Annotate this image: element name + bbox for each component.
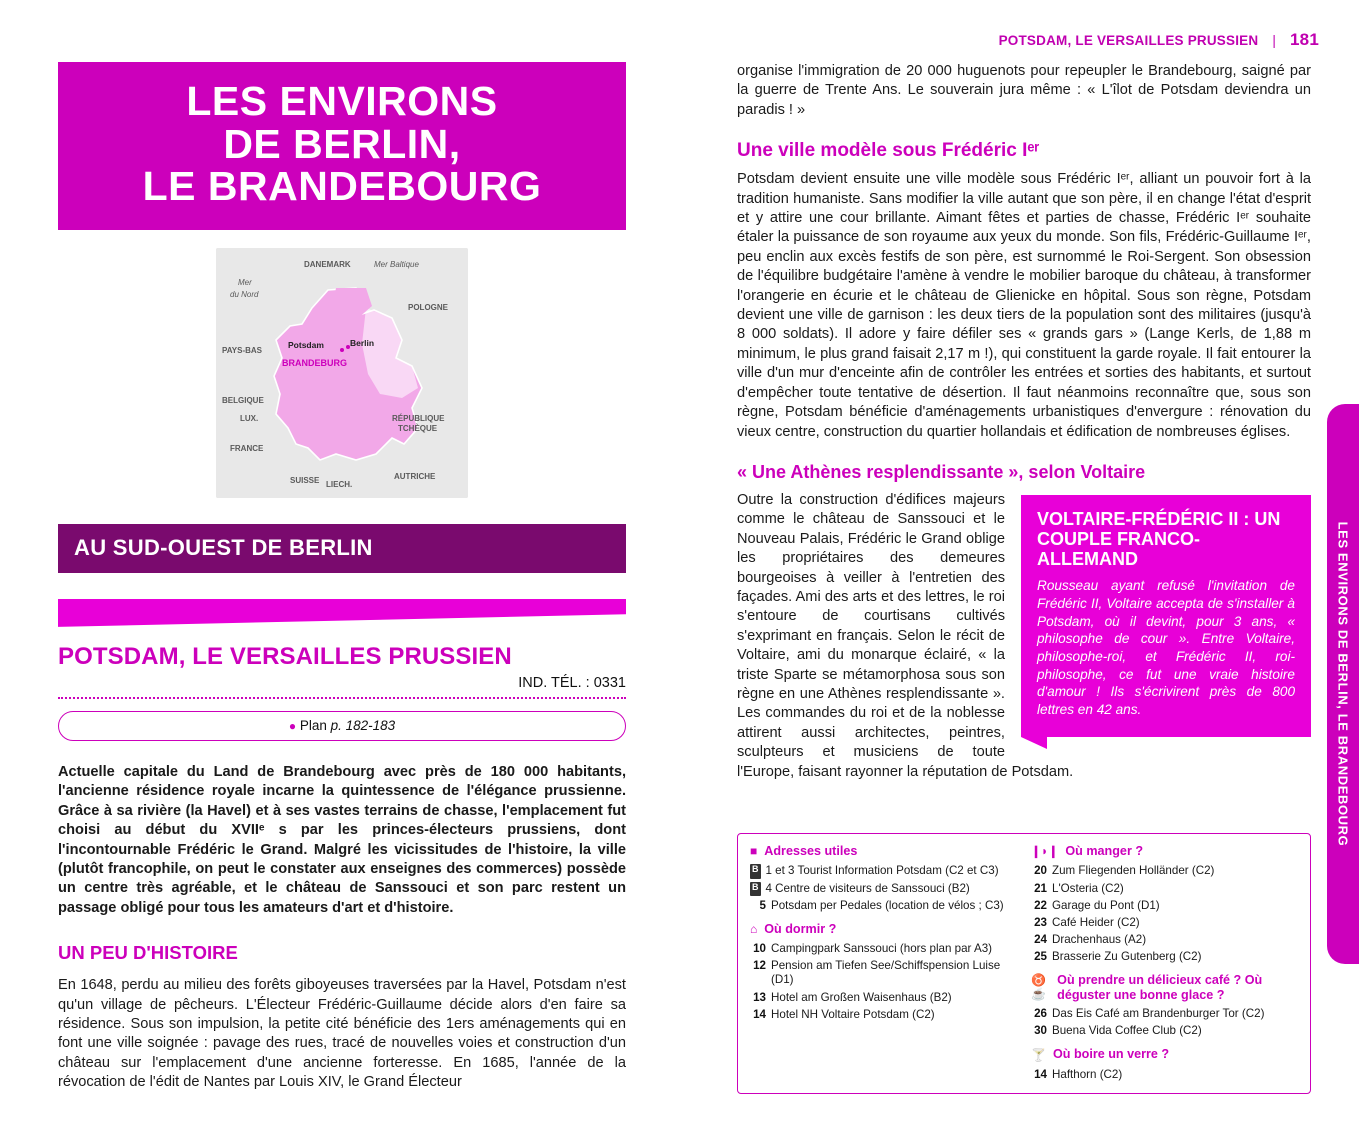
chapter-title-line2: DE BERLIN, xyxy=(223,120,461,167)
map-label-mer-baltique: Mer Baltique xyxy=(374,259,419,269)
index-group-header xyxy=(750,844,1017,859)
map-dot-potsdam xyxy=(340,348,344,352)
map-label-tcheque: TCHÈQUE xyxy=(398,423,438,433)
athenes-section xyxy=(737,491,1311,782)
index-columns xyxy=(750,844,1298,1091)
running-head xyxy=(999,30,1319,50)
index-column-left xyxy=(750,844,1017,1091)
index-group-title: Adresses utiles xyxy=(764,844,858,858)
plan-label: Plan xyxy=(299,717,331,733)
list-item-marker: 30 xyxy=(1034,1024,1047,1038)
paragraph-frederic: Potsdam devient ensuite une ville modèle sous Frédéric Iᵉʳ, alliant un pouvoir fort à la tradition humaniste. Sans modifier la ville autant que son père, il en change l'état d'esprit et y attire une cour brillante. Aimant fêtes et parties de chasse, Frédéric Iᵉʳ souhaite étaler la puissance de son royaume aux yeux du monde. Son fils, Frédéric-Guillaume Iᵉʳ, peu enclin aux excès festifs de son père, est surnommé le Roi-Sergent. Son obsession de l'équilibre budgétaire l'amène à vendre le mobilier baroque du château, à transformer l'orangerie en écurie et le château de Glienicke en hôpital. Sous son règne, Potsdam devient une ville de garnison : les deux tiers de la population sont des militaires (jusqu'à 8 000 soldats). Il adore y faire défiler ses « grands gars » (Lange Kerls, de 1,88 m minimum, le plus grand faisait 2,17 m !), qui constituent la garde royale. Il fait entourer la ville d'un mur d'enceinte afin de contrôler les entrées et sorties des habitants, et surtout d'empêcher toute tentative de désertion. Il faut néanmoins reconnaître que, sous son règne, Potsdam bénéficie d'aménagements urbanistiques d'envergure : rénovation du vieux centre, construction du quartier hollandais et édification de nombreuses églises. xyxy=(737,171,1311,440)
map-label-france: FRANCE xyxy=(230,443,264,453)
list-item xyxy=(1031,1024,1298,1038)
chapter-edge-tab xyxy=(1327,404,1359,964)
index-group-header xyxy=(1031,1047,1298,1062)
page-number: 181 xyxy=(1290,30,1319,49)
sidebar-box-body: Rousseau ayant refusé l'invitation de Frédéric II, Voltaire accepta de s'installer à Potsdam, où il devint, pour 3 ans, « philosophe de cour ». Entre Voltaire, philosophe-roi, et Frédéric II, roi-philosophe, ce fut une vraie histoire d'amour ! Ils s'écrivirent près de 800 lettres en 42 ans. xyxy=(1037,578,1295,718)
intro-paragraph: Actuelle capitale du Land de Brandebourg avec près de 180 000 habitants, l'ancienne résidence royale incarne la quintessence de l'élégance prussienne. Grâce à sa rivière (la Havel) et à ses vastes terrains de chasse, l'emplacement fut choisi au début du XVIIᵉ s par les princes-électeurs prussiens, dont l'incontournable Frédéric le Grand. Malgré les vicissitudes de l'histoire, la ville (plutôt francophile, on peut le constater aux enseignes des commerces) possède un centre très agréable, et le château de Sanssouci et son parc restent un passage obligé pour tous les amateurs d'art et d'histoire. xyxy=(58,763,626,916)
decorative-angle-band xyxy=(58,599,626,627)
germany-map xyxy=(216,248,468,498)
list-item xyxy=(750,899,1017,913)
index-group-title: Où boire un verre ? xyxy=(1052,1047,1170,1062)
left-column xyxy=(58,62,626,1093)
map-city-potsdam: Potsdam xyxy=(288,339,324,350)
map-label-mer-du-nord-1: Mer xyxy=(238,277,252,287)
map-label-pologne: POLOGNE xyxy=(408,302,449,312)
chapter-title-line1: LES ENVIRONS xyxy=(186,78,498,124)
region-band: AU SUD-OUEST DE BERLIN xyxy=(58,524,626,573)
fork-icon: ❙◗❙ xyxy=(1031,844,1059,859)
index-column-right xyxy=(1031,844,1298,1091)
map-dot-berlin xyxy=(346,345,350,349)
list-item-marker: B xyxy=(750,882,761,896)
list-item xyxy=(1031,916,1298,930)
index-group-adresses-utiles xyxy=(750,844,1017,913)
list-item-label: Potsdam per Pedales (location de vélos ; C3) xyxy=(771,898,1004,912)
map-label-republique: RÉPUBLIQUE xyxy=(392,413,445,423)
chapter-title-line3: LE BRANDEBOURG xyxy=(142,163,542,210)
list-item xyxy=(1031,882,1298,896)
list-item-marker: 14 xyxy=(753,1007,766,1021)
sidebar-box-title-line1: VOLTAIRE-FRÉDÉRIC II : UN xyxy=(1037,508,1281,529)
list-item-marker: 22 xyxy=(1034,898,1047,912)
map-label-autriche: AUTRICHE xyxy=(394,471,436,481)
section-title: POTSDAM, LE VERSAILLES PRUSSIEN xyxy=(58,642,512,670)
list-item-marker: 13 xyxy=(753,990,766,1004)
list-item-marker: 12 xyxy=(753,959,766,973)
dotted-divider xyxy=(58,696,626,699)
list-item-marker: 14 xyxy=(1034,1067,1047,1081)
coffee-icon: ♉☕ xyxy=(1031,972,1046,1001)
bullet-icon: ● xyxy=(288,718,297,733)
plan-ref: p. 182-183 xyxy=(330,717,396,733)
list-item-label: Buena Vida Coffee Club (C2) xyxy=(1052,1024,1202,1038)
list-item-label: 1 et 3 Tourist Information Potsdam (C2 et C3) xyxy=(765,864,999,878)
running-title: POTSDAM, LE VERSAILLES PRUSSIEN xyxy=(998,32,1259,48)
paragraph-athenes: Outre la construction d'édifices majeurs comme le château de Sanssouci et le Nouveau Palais, Frédéric le Grand oblige les propriétaires des demeures bourgeoises à veiller à l'entretien des façades. Ami des arts et des lettres, le roi s'entoure de courtisans cultivés s'exprimant en français. Selon le récit de Voltaire, ami du monarque éclairé, « la triste Sparte se métamorphosa sous son règne en une Athènes resplendissante ». Les commandes du roi et de la noblesse attirent aussi architectes, peintres, sculpteurs et musiciens de toute l'Europe, faisant rayonner la réputation de Potsdam. xyxy=(737,491,1074,780)
bed-icon: ⌂ xyxy=(750,922,758,937)
index-group-header xyxy=(1031,844,1298,859)
list-item xyxy=(750,959,1017,987)
index-group-ou-boire xyxy=(1031,1047,1298,1082)
list-item xyxy=(750,864,1017,878)
paragraph-top: organise l'immigration de 20 000 huguenots pour repeupler le Brandebourg, saigné par la guerre de Trente Ans. Le souverain jura même : « L'îlot de Potsdam deviendra un paradis ! » xyxy=(737,63,1311,118)
index-group-cafe-glace xyxy=(1031,973,1298,1038)
plan-reference[interactable] xyxy=(58,711,626,741)
map-label-liech: LIECH. xyxy=(326,479,353,489)
index-group-ou-manger xyxy=(1031,844,1298,964)
chapter-title-banner xyxy=(58,62,626,230)
index-group-header xyxy=(750,922,1017,937)
list-item xyxy=(1031,933,1298,947)
list-item-label: Hotel am Großen Waisenhaus (B2) xyxy=(771,990,952,1004)
map-label-belgique: BELGIQUE xyxy=(222,395,264,405)
index-group-header xyxy=(1031,973,1298,1002)
list-item xyxy=(1031,864,1298,878)
sidebar-box-title-line2: COUPLE FRANCO-ALLEMAND xyxy=(1037,529,1200,570)
history-heading: UN PEU D'HISTOIRE xyxy=(58,942,238,964)
list-item-label: 4 Centre de visiteurs de Sanssouci (B2) xyxy=(765,881,970,895)
list-item-label: Garage du Pont (D1) xyxy=(1052,898,1160,912)
list-item xyxy=(1031,1068,1298,1082)
list-item xyxy=(750,991,1017,1005)
list-item-label: Drachenhaus (A2) xyxy=(1052,932,1147,946)
phone-code: IND. TÉL. : 0331 xyxy=(518,674,626,691)
index-group-title: Où dormir ? xyxy=(764,921,837,936)
right-column xyxy=(737,62,1311,782)
list-item-marker: 24 xyxy=(1034,932,1047,946)
list-item-label: Hotel NH Voltaire Potsdam (C2) xyxy=(771,1007,935,1021)
list-item-marker: 21 xyxy=(1034,881,1047,895)
list-item-marker: 10 xyxy=(753,942,766,956)
list-item-label: Campingpark Sanssouci (hors plan par A3) xyxy=(771,942,993,956)
history-paragraph: En 1648, perdu au milieu des forêts giboyeuses traversées par la Havel, Potsdam n'est qu'un village de pêcheurs. L'Électeur Frédéric-Guillaume décide alors d'en faire sa résidence. Sous son impulsion, la petite cité bénéficie des 1ers aménagements qui en font une ville soignée : pavage des rues, tracé de nouvelles voies et construction d'un château sur l'emplacement d'une ancienne forteresse. En 1685, l'année de la révocation de l'édit de Nantes par Louis XIV, le Grand Électeur xyxy=(58,977,626,1091)
map-label-brandenburg: BRANDEBURG xyxy=(282,357,347,368)
list-item xyxy=(1031,1007,1298,1021)
sidebar-box-title xyxy=(1021,495,1311,577)
list-item xyxy=(1031,899,1298,913)
list-item-marker: 26 xyxy=(1034,1007,1047,1021)
glass-icon: 🍸 xyxy=(1031,1047,1046,1062)
index-group-ou-dormir xyxy=(750,922,1017,1022)
list-item-marker: 23 xyxy=(1034,915,1047,929)
list-item xyxy=(1031,950,1298,964)
running-separator: | xyxy=(1272,32,1277,48)
map-illustration xyxy=(216,248,468,498)
list-item-label: L'Osteria (C2) xyxy=(1052,881,1124,895)
map-label-pays-bas: PAYS-BAS xyxy=(222,345,263,355)
list-item xyxy=(750,1008,1017,1022)
list-item xyxy=(750,882,1017,896)
list-item xyxy=(750,942,1017,956)
index-group-title: Où manger ? xyxy=(1065,844,1144,858)
chapter-edge-tab-label: LES ENVIRONS DE BERLIN, LE BRANDEBOURG xyxy=(1335,521,1351,847)
list-item-marker: B xyxy=(750,864,761,878)
square-icon: ■ xyxy=(750,844,758,859)
list-item-label: Hafthorn (C2) xyxy=(1052,1067,1123,1081)
map-label-mer-du-nord-2: du Nord xyxy=(230,289,259,299)
list-item-label: Café Heider (C2) xyxy=(1052,915,1140,929)
list-item-label: Pension am Tiefen See/Schiffspension Luise (D1) xyxy=(771,959,1001,987)
map-index-box xyxy=(737,833,1311,1094)
heading-ville-modele: Une ville modèle sous Frédéric Iᵉʳ xyxy=(737,140,1040,162)
list-item-marker: 5 xyxy=(759,898,766,912)
sidebar-box-voltaire xyxy=(1021,495,1311,737)
list-item-label: Das Eis Café am Brandenburger Tor (C2) xyxy=(1052,1007,1265,1021)
map-label-suisse: SUISSE xyxy=(290,475,320,485)
list-item-label: Zum Fliegenden Holländer (C2) xyxy=(1052,864,1215,878)
heading-athenes: « Une Athènes resplendissante », selon Voltaire xyxy=(737,461,1146,482)
index-group-title: Où prendre un délicieux café ? Où déguster une bonne glace ? xyxy=(1057,973,1263,1002)
map-label-lux: LUX. xyxy=(240,413,259,423)
map-label-danemark: DANEMARK xyxy=(304,259,351,269)
list-item-label: Brasserie Zu Gutenberg (C2) xyxy=(1052,950,1202,964)
map-city-berlin: Berlin xyxy=(350,337,375,348)
list-item-marker: 25 xyxy=(1034,950,1047,964)
list-item-marker: 20 xyxy=(1034,864,1047,878)
